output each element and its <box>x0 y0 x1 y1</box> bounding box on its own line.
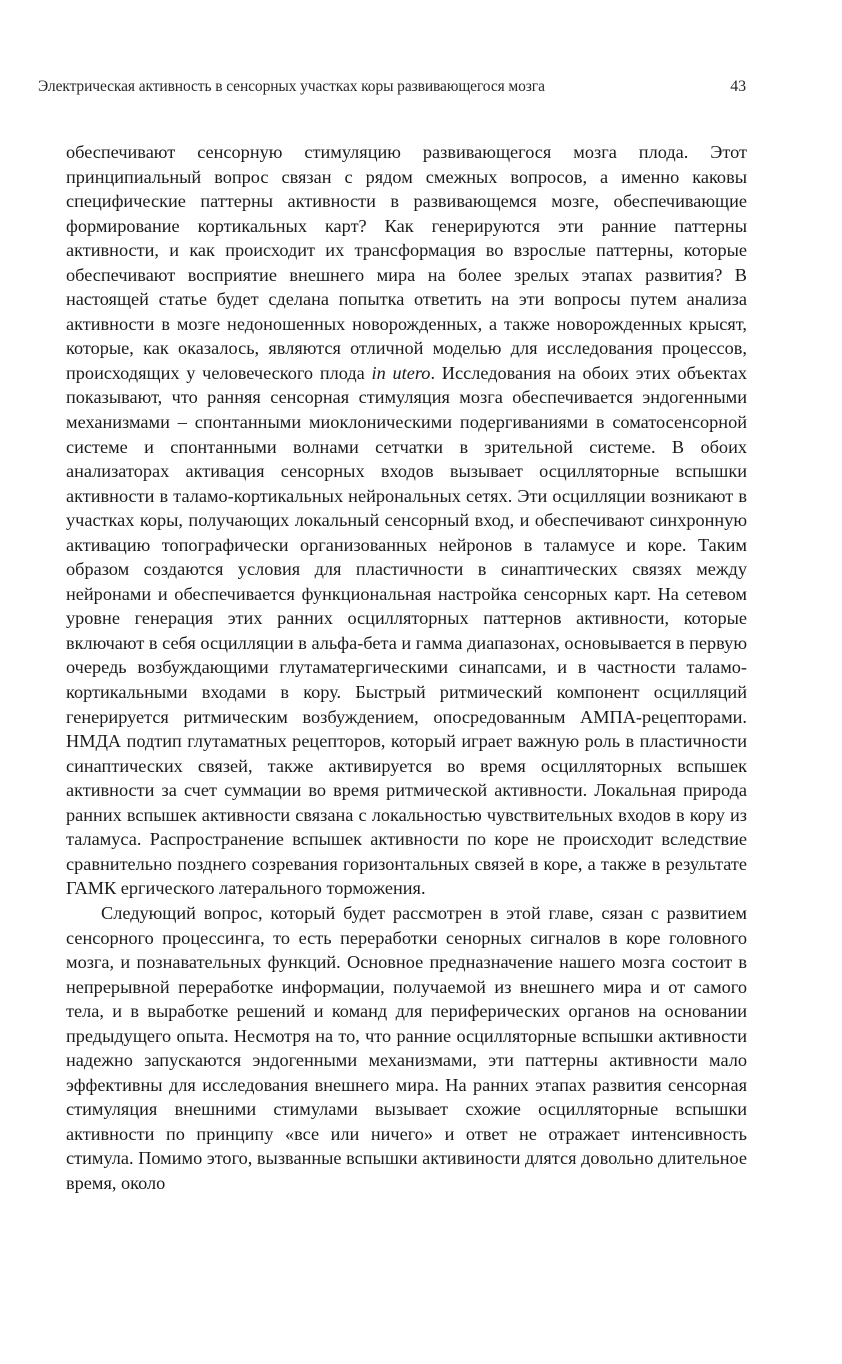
running-header <box>38 78 746 102</box>
page-number: 43 <box>730 78 746 95</box>
paragraph-1-italic-term: in utero <box>371 362 431 383</box>
paragraph-1-text-a: обеспечивают сенсорную стимуляцию развивающегося мозга плода. Этот принципиальный вопрос связан с рядом смежных вопросов, а именно каковы специфические паттерны активности в развивающемся мозге, обеспечивающие формирование кортикальных карт? Как генерируются эти ранние паттерны активности, и как происходит их трансформация во взрослые паттерны, которые обеспечивают восприятие внешнего мира на более зрелых этапах развития? В настоящей статье будет сделана попытка ответить на эти вопросы путем анализа активности в мозге недоношенных новорожденных, а также новорожденных крысят, которые, как оказалось, являются отличной моделью для исследования процессов, происходящих у человеческого плода <box>66 142 747 383</box>
paragraph-2: Следующий вопрос, который будет рассмотрен в этой главе, сязан с развитием сенсорного процессинга, то есть переработки сенорных сигналов в коре головного мозга, и познавательных функций. Основное предназначение нашего мозга состоит в непрерывной переработке информации, получаемой из внешнего мира и от самого тела, и в выработке решений и команд для периферических органов на основании предыдущего опыта. Несмотря на то, что ранние осцилляторные вспышки активности надежно запускаются эндогенными механизмами, эти паттерны активности мало эффективны для исследования внешнего мира. На ранних этапах развития сенсорная стимуляция внешними стимулами вызывает схожие осцилляторные вспышки активности по принципу «все или ничего» и ответ не отражает интенсивность стимула. Помимо этого, вызванные вспышки активиности длятся довольно длительное время, около <box>66 902 747 1193</box>
running-title: Электрическая активность в сенсорных участках коры развивающегося мозга <box>38 78 545 95</box>
paragraph-1 <box>66 140 747 901</box>
paragraph-1-text-b: . Исследования на обоих этих объектах показывают, что ранняя сенсорная стимуляция мозга обеспечивается эндогенными механизмами – спонтанными миоклоническими подергиваниями в соматосенсорной системе и спонтанными волнами сетчатки в зрительной системе. В обоих анализаторах активация сенсорных входов вызывает осцилляторные вспышки активности в таламо-кортикальных нейрональных сетях. Эти осцилляции возникают в участках коры, получающих локальный сенсорный вход, и обеспечивают синхронную активацию топографически организованных нейронов в таламусе и коре. Таким образом создаются условия для пластичности в синаптических связях между нейронами и обеспечивается функциональная настройка сенсорных карт. На сетевом уровне генерация этих ранних осцилляторных паттернов активности, которые включают в себя осцилляции в альфа-бета и гамма диапазонах, основывается в первую очередь возбуждающими глутаматергическими синапсами, и в частности таламо-кортикальными входами в кору. Быстрый ритмический компонент осцилляций генерируется ритмическим возбуждением, опосредованным АМПА-рецепторами. НМДА подтип глутаматных рецепторов, который играет важную роль в пластичности синаптических связей, также активируется во время осцилляторных вспышек активности за счет суммации во время ритмической активности. Локальная природа ранних вспышек активности связана с локальностью чувствительных входов в кору из таламуса. Распространение вспышек активности по коре не происходит вследствие сравнительно позднего созревания горизонтальных связей в коре, а также в результате ГАМК ергического латерального торможения. <box>66 362 747 899</box>
body-text <box>66 140 747 1196</box>
